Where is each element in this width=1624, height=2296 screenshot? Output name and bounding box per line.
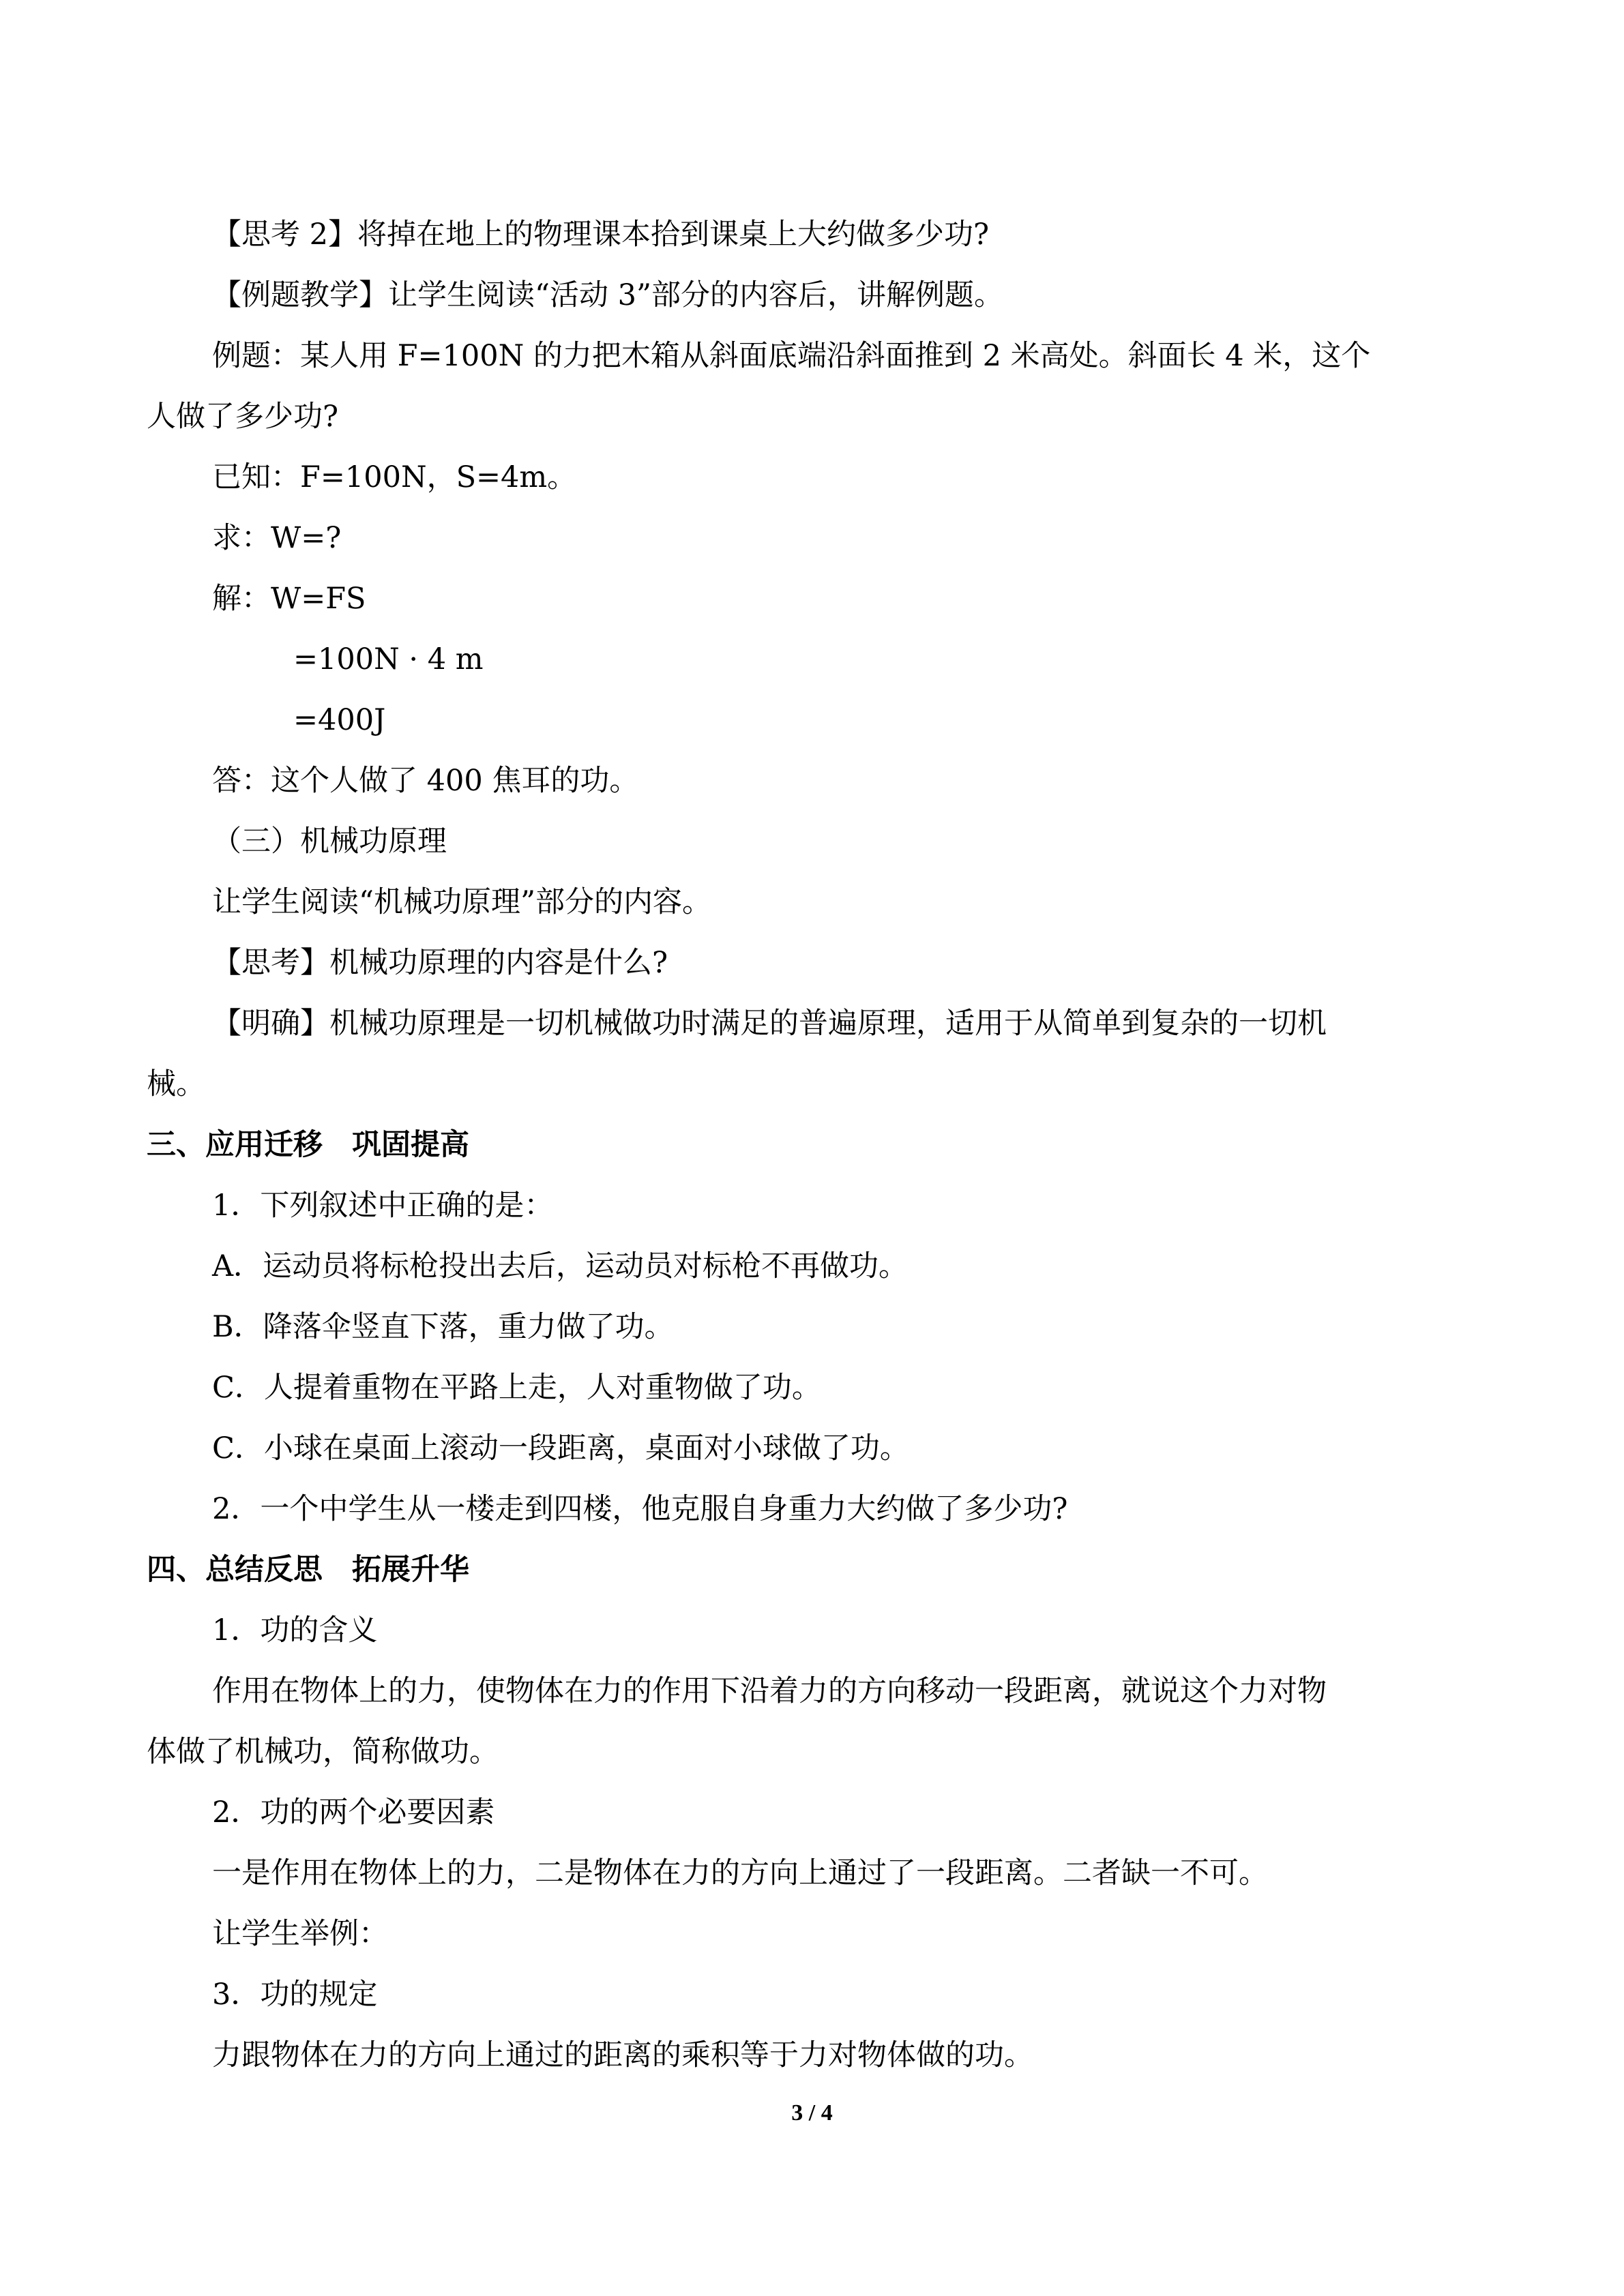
summary-item-2-title: 2．功的两个必要因素 (212, 1795, 495, 1830)
solution-step-1: =100N · 4 m (293, 642, 484, 676)
summary-item-1-text-line-1: 作用在物体上的力，使物体在力的作用下沿着力的方向移动一段距离，就说这个力对物 (212, 1674, 1327, 1708)
option-b: B．降落伞竖直下落，重力做了功。 (212, 1310, 674, 1344)
section-heading-apply: 三、应用迁移 巩固提高 (147, 1128, 469, 1162)
summary-item-3-title: 3．功的规定 (212, 1978, 378, 2012)
think-2-paragraph: 【思考 2】将掉在地上的物理课本拾到课桌上大约做多少功? (212, 218, 990, 252)
question-2: 2．一个中学生从一楼走到四楼，他克服自身重力大约做了多少功? (212, 1492, 1068, 1526)
option-c-second: C．小球在桌面上滚动一段距离，桌面对小球做了功。 (212, 1431, 909, 1465)
option-a: A．运动员将标枪投出去后，运动员对标枪不再做功。 (212, 1249, 909, 1283)
clarify-paragraph-line-2: 械。 (147, 1067, 205, 1101)
summary-item-1-title: 1．功的含义 (212, 1613, 378, 1648)
summary-item-3-text: 力跟物体在力的方向上通过的距离的乘积等于力对物体做的功。 (212, 2038, 1033, 2072)
example-teaching-paragraph: 【例题教学】让学生阅读“活动 3”部分的内容后，讲解例题。 (212, 278, 1003, 312)
solution-line: 解：W=FS (212, 582, 366, 616)
example-problem-line-2: 人做了多少功? (147, 400, 339, 434)
page-content (147, 205, 1460, 2086)
given-line: 已知：F=100N，S=4m。 (212, 460, 577, 494)
solution-step-2: =400J (293, 703, 386, 737)
summary-item-2-text: 一是作用在物体上的力，二是物体在力的方向上通过了一段距离。二者缺一不可。 (212, 1856, 1268, 1890)
think-question: 【思考】机械功原理的内容是什么? (212, 946, 668, 980)
clarify-paragraph-line-1: 【明确】机械功原理是一切机械做功时满足的普遍原理，适用于从简单到复杂的一切机 (212, 1007, 1327, 1041)
find-line: 求：W=? (212, 521, 342, 555)
example-problem-line-1: 例题：某人用 F=100N 的力把木箱从斜面底端沿斜面推到 2 米高处。斜面长 4 米，这个 (212, 339, 1371, 373)
option-c: C．人提着重物在平路上走，人对重物做了功。 (212, 1371, 821, 1405)
answer-line: 答：这个人做了 400 焦耳的功。 (212, 764, 639, 798)
summary-item-1-text-line-2: 体做了机械功，简称做功。 (147, 1735, 499, 1769)
section-heading-summary: 四、总结反思 拓展升华 (147, 1553, 469, 1587)
reading-instruction: 让学生阅读“机械功原理”部分的内容。 (212, 885, 711, 919)
student-examples-line: 让学生举例： (212, 1917, 388, 1951)
section-3-subheading: （三）机械功原理 (212, 824, 447, 859)
question-1: 1．下列叙述中正确的是： (212, 1189, 554, 1223)
page-number: 3 / 4 (791, 2100, 833, 2126)
